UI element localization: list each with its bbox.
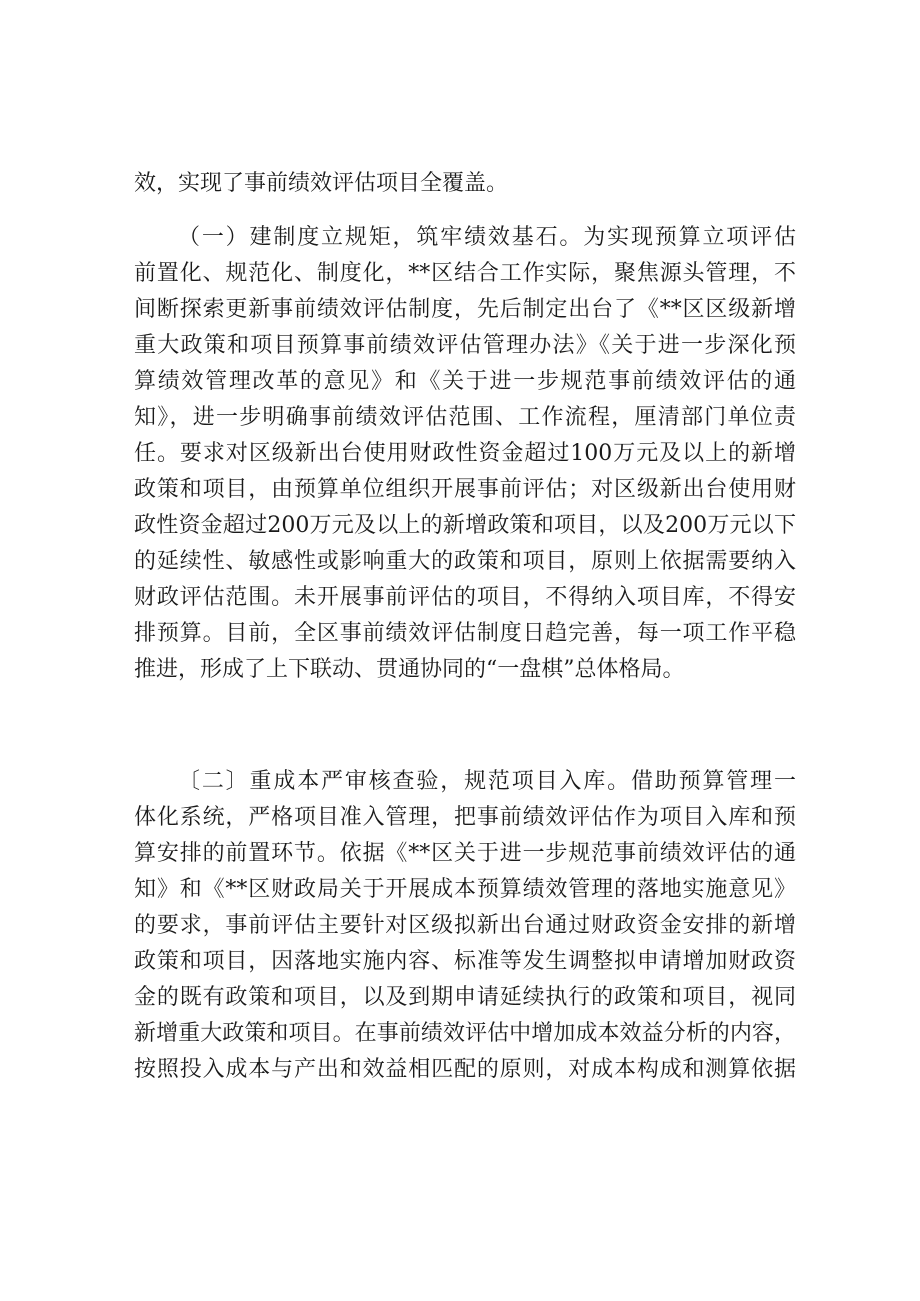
paragraph-2-line: 按照投入成本与产出和效益相匹配的原则，对成本构成和测算依据 bbox=[134, 1057, 796, 1082]
paragraph-1-line: 财政评估范围。未开展事前评估的项目，不得纳入项目库，不得安 bbox=[134, 585, 796, 610]
paragraph-2-line: 金的既有政策和项目，以及到期申请延续执行的政策和项目，视同 bbox=[134, 985, 796, 1010]
top-fragment bbox=[134, 166, 796, 202]
paragraph-1-line: 间断探索更新事前绩效评估制度，先后制定出台了《**区区级新增 bbox=[134, 297, 796, 322]
paragraph-1 bbox=[134, 220, 796, 688]
paragraph-2-line: 〔二〕重成本严审核查验，规范项目入库。借助预算管理一 bbox=[178, 769, 796, 794]
paragraph-1-line: 政性资金超过200万元及以上的新增政策和项目，以及200万元以下 bbox=[134, 513, 796, 538]
paragraph-2-line: 政策和项目，因落地实施内容、标准等发生调整拟申请增加财政资 bbox=[134, 949, 796, 974]
paragraph-1-line: 推进，形成了上下联动、贯通协同的“一盘棋”总体格局。 bbox=[134, 657, 685, 682]
paragraph-1-line: 前置化、规范化、制度化，**区结合工作实际，聚焦源头管理，不 bbox=[134, 261, 796, 286]
paragraph-1-line: 算绩效管理改革的意见》和《关于进一步规范事前绩效评估的通 bbox=[134, 369, 796, 394]
paragraph-2-line: 算安排的前置环节。依据《**区关于进一步规范事前绩效评估的通 bbox=[134, 841, 796, 866]
paragraph-1-line: 任。要求对区级新出台使用财政性资金超过100万元及以上的新增 bbox=[134, 441, 796, 466]
paragraph-1-line: （一）建制度立规矩，筑牢绩效基石。为实现预算立项评估 bbox=[178, 225, 796, 250]
paragraph-2-line: 新增重大政策和项目。在事前绩效评估中增加成本效益分析的内容， bbox=[134, 1021, 796, 1046]
paragraph-2-line: 的要求，事前评估主要针对区级拟新出台通过财政资金安排的新增 bbox=[134, 913, 796, 938]
paragraph-1-line: 的延续性、敏感性或影响重大的政策和项目，原则上依据需要纳入 bbox=[134, 549, 796, 574]
paragraph-2 bbox=[134, 764, 796, 1088]
paragraph-1-line: 知》，进一步明确事前绩效评估范围、工作流程，厘清部门单位责 bbox=[134, 405, 796, 430]
paragraph-1-line: 排预算。目前，全区事前绩效评估制度日趋完善，每一项工作平稳 bbox=[134, 621, 796, 646]
top-fragment-line: 效，实现了事前绩效评估项目全覆盖。 bbox=[134, 171, 509, 196]
paragraph-2-line: 体化系统，严格项目准入管理，把事前绩效评估作为项目入库和预 bbox=[134, 805, 796, 830]
paragraph-1-line: 政策和项目，由预算单位组织开展事前评估；对区级新出台使用财 bbox=[134, 477, 796, 502]
paragraph-1-line: 重大政策和项目预算事前绩效评估管理办法》《关于进一步深化预 bbox=[134, 333, 796, 358]
paragraph-2-line: 知》和《**区财政局关于开展成本预算绩效管理的落地实施意见》 bbox=[134, 877, 796, 902]
